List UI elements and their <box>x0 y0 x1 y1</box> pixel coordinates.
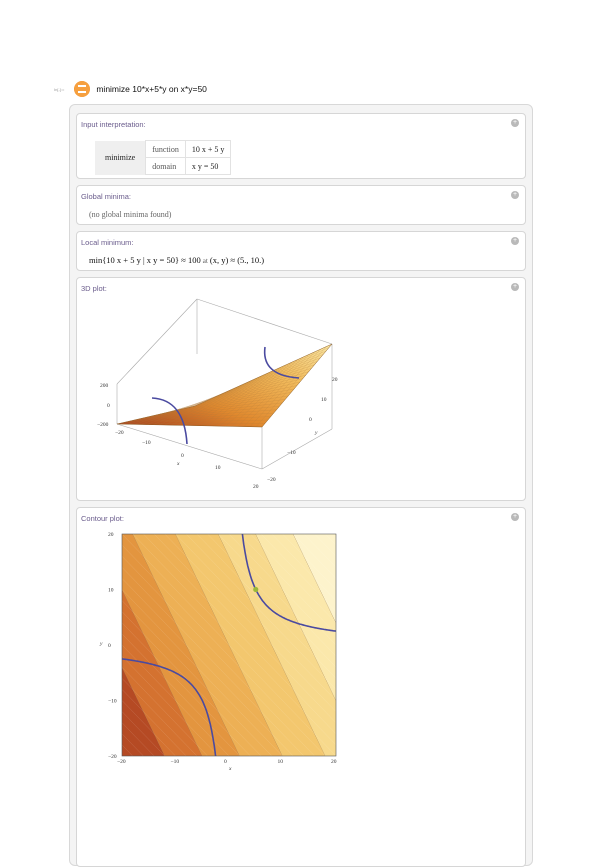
y-tick: 0 <box>309 417 312 423</box>
mesh-line <box>122 756 336 867</box>
y-tick: 0 <box>108 643 111 649</box>
x-tick: 20 <box>331 759 337 765</box>
domain-value: x y = 50 <box>185 158 231 175</box>
query-header <box>54 80 207 98</box>
pod-input-interpretation <box>76 113 526 179</box>
local-minimum-result <box>89 255 264 265</box>
x-tick: 10 <box>215 465 221 471</box>
pod-title: Contour plot: <box>81 514 124 523</box>
expand-pod-icon[interactable]: + <box>511 237 519 245</box>
y-tick: 10 <box>108 588 114 594</box>
x-tick: −10 <box>171 759 180 765</box>
x-tick: 0 <box>181 453 184 459</box>
pod-title: Input interpretation: <box>81 120 146 129</box>
x-axis-label: x <box>176 461 180 467</box>
mesh-line <box>122 745 336 867</box>
minimize-label: minimize <box>95 141 146 175</box>
results-container <box>69 104 533 866</box>
pod-title: Local minimum: <box>81 238 134 247</box>
y-axis-label: y <box>99 641 103 647</box>
pod-title: Global minima: <box>81 192 131 201</box>
expand-pod-icon[interactable]: + <box>511 513 519 521</box>
x-tick: −10 <box>142 440 151 446</box>
pod-contour-plot <box>76 507 526 867</box>
interpretation-table <box>95 140 231 175</box>
expand-pod-icon[interactable]: + <box>511 191 519 199</box>
z-tick: 0 <box>107 403 110 409</box>
surface <box>117 344 332 427</box>
x-tick: 10 <box>278 759 284 765</box>
y-tick: −20 <box>267 477 276 483</box>
surface-plot-3d <box>77 294 527 500</box>
global-minima-result: (no global minima found) <box>89 210 171 219</box>
x-tick: −20 <box>115 430 124 436</box>
y-tick: −10 <box>287 450 296 456</box>
y-tick: −20 <box>108 754 117 760</box>
y-tick: −10 <box>108 699 117 705</box>
contour-line <box>122 756 336 867</box>
function-value: 10 x + 5 y <box>185 141 231 158</box>
contour-band <box>122 756 336 867</box>
wolfram-alpha-logo-icon <box>74 81 90 97</box>
domain-label: domain <box>146 158 186 175</box>
z-tick: 200 <box>100 383 109 389</box>
query-text[interactable]: minimize 10*x+5*y on x*y=50 <box>96 84 207 94</box>
minimum-point: (x, y) ≈ (5., 10.) <box>210 255 264 265</box>
pod-title: 3D plot: <box>81 284 107 293</box>
at-label: at <box>201 256 210 265</box>
x-axis-label: x <box>228 766 232 772</box>
y-tick: 10 <box>321 397 327 403</box>
expand-pod-icon[interactable]: + <box>511 119 519 127</box>
x-tick: 0 <box>224 759 227 765</box>
pod-local-minimum <box>76 231 526 271</box>
expand-pod-icon[interactable]: + <box>511 283 519 291</box>
contour-plot <box>77 522 527 762</box>
input-label: In[-]:= <box>54 87 64 92</box>
minimum-expression: min{10 x + 5 y | x y = 50} ≈ 100 <box>89 255 201 265</box>
minimum-point-marker <box>253 587 258 592</box>
y-axis-label: y <box>314 430 318 436</box>
x-tick: 20 <box>253 484 259 490</box>
pod-3d-plot <box>76 277 526 501</box>
y-tick: 20 <box>332 377 338 383</box>
function-label: function <box>146 141 186 158</box>
z-tick: −200 <box>97 422 109 428</box>
x-tick: −20 <box>117 759 126 765</box>
pod-global-minima <box>76 185 526 225</box>
y-tick: 20 <box>108 532 114 538</box>
